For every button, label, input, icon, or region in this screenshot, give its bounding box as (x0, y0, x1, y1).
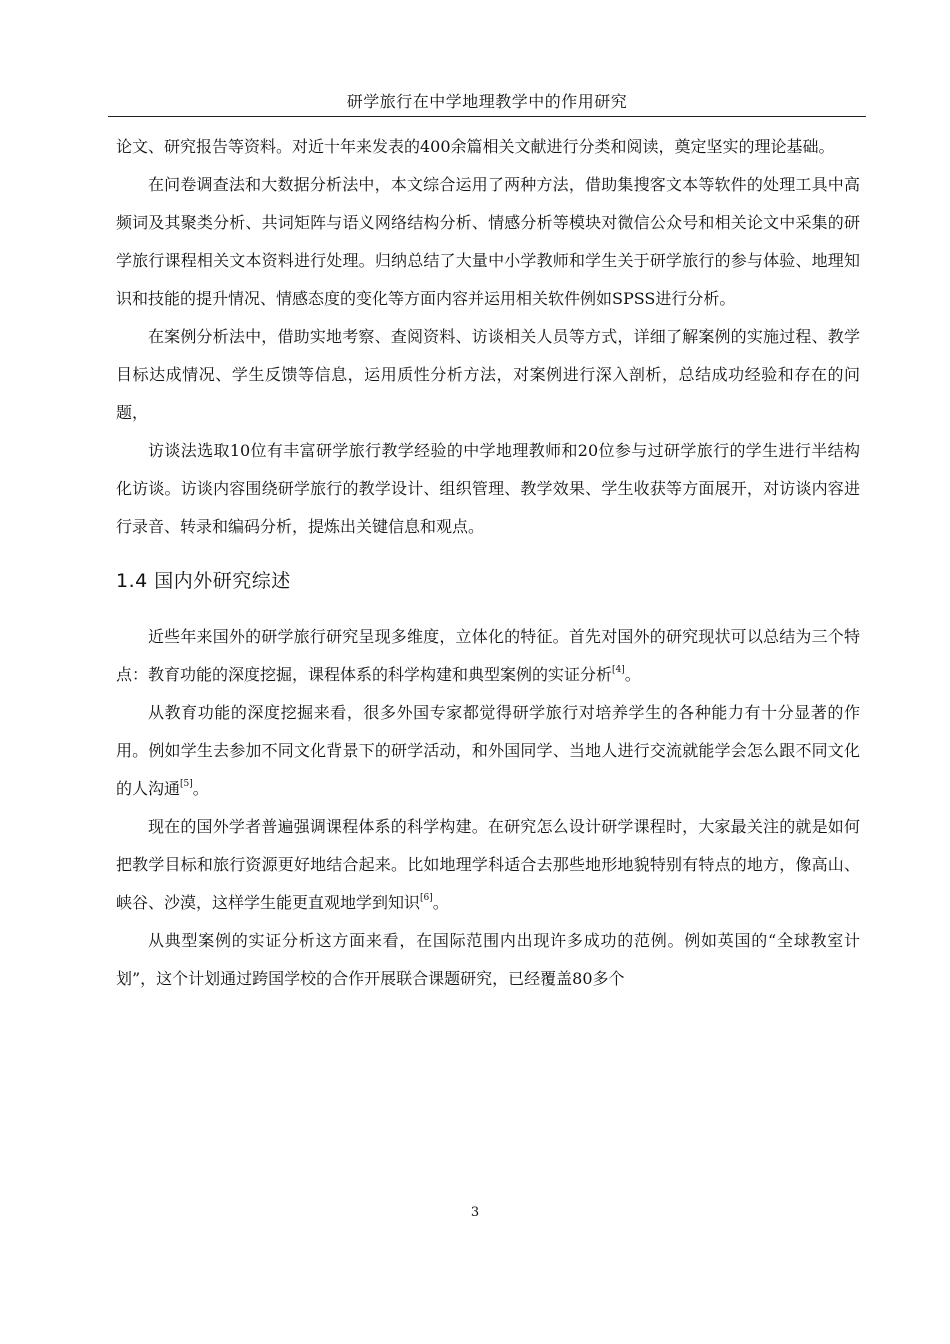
paragraph-tail: 。 (624, 665, 641, 684)
running-header-title: 研学旅行在中学地理教学中的作用研究 (346, 92, 628, 111)
paragraph-foreign-research-overview (116, 618, 860, 694)
paragraph-educational-function (116, 694, 860, 808)
section-heading: 1.4 国内外研究综述 (116, 570, 291, 592)
paragraph-references-continued: 论文、研究报告等资料。对近十年来发表的400余篇相关文献进行分类和阅读，奠定坚实的理论基础。 (116, 137, 835, 156)
paragraph-case-examples (116, 922, 860, 998)
paragraph-tail: 。 (432, 893, 449, 912)
citation-ref[interactable]: [5] (180, 778, 193, 789)
paragraph-text: 从教育功能的深度挖掘来看，很多外国专家都觉得研学旅行对培养学生的各种能力有十分显著的作用。例如学生去参加不同文化背景下的研学活动，和外国同学、当地人进行交流就能学会怎么跟不同文化的人沟通 (116, 703, 860, 798)
page-body (116, 128, 860, 998)
citation-ref[interactable]: [4] (612, 664, 625, 675)
paragraph-tail: 。 (192, 779, 209, 798)
running-header (108, 88, 866, 117)
paragraph-questionnaire-method: 在问卷调查法和大数据分析法中，本文综合运用了两种方法，借助集搜客文本等软件的处理工具中高频词及其聚类分析、共词矩阵与语义网络结构分析、情感分析等模块对微信公众号和相关论文中采集的研学旅行课程相关文本资料进行处理。归纳总结了大量中小学教师和学生关于研学旅行的参与体验、地理知识和技能的提升情况、情感态度的变化等方面内容并运用相关软件例如SPSS进行分析。 (116, 175, 860, 308)
page-number: 3 (470, 1205, 480, 1220)
paragraph-interview-method: 访谈法选取10位有丰富研学旅行教学经验的中学地理教师和20位参与过研学旅行的学生进行半结构化访谈。访谈内容围绕研学旅行的教学设计、组织管理、教学效果、学生收获等方面展开，对访谈内容进行录音、转录和编码分析，提炼出关键信息和观点。 (116, 441, 860, 536)
paragraph-text: 近些年来国外的研学旅行研究呈现多维度，立体化的特征。首先对国外的研究现状可以总结为三个特点：教育功能的深度挖掘，课程体系的科学构建和典型案例的实证分析 (116, 627, 860, 684)
paragraph-text: 从典型案例的实证分析这方面来看，在国际范围内出现许多成功的范例。例如英国的“全球教室计划”，这个计划通过跨国学校的合作开展联合课题研究，已经覆盖80多个 (116, 931, 860, 988)
citation-ref[interactable]: [6] (420, 892, 433, 903)
paragraph-case-study-method: 在案例分析法中，借助实地考察、查阅资料、访谈相关人员等方式，详细了解案例的实施过程、教学目标达成情况、学生反馈等信息，运用质性分析方法，对案例进行深入剖析，总结成功经验和存在的问题， (116, 327, 860, 422)
paragraph-curriculum-system (116, 808, 860, 922)
paragraph-text: 现在的国外学者普遍强调课程体系的科学构建。在研究怎么设计研学课程时，大家最关注的就是如何把教学目标和旅行资源更好地结合起来。比如地理学科适合去那些地形地貌特别有特点的地方，像高山、峡谷、沙漠，这样学生能更直观地学到知识 (116, 817, 860, 912)
